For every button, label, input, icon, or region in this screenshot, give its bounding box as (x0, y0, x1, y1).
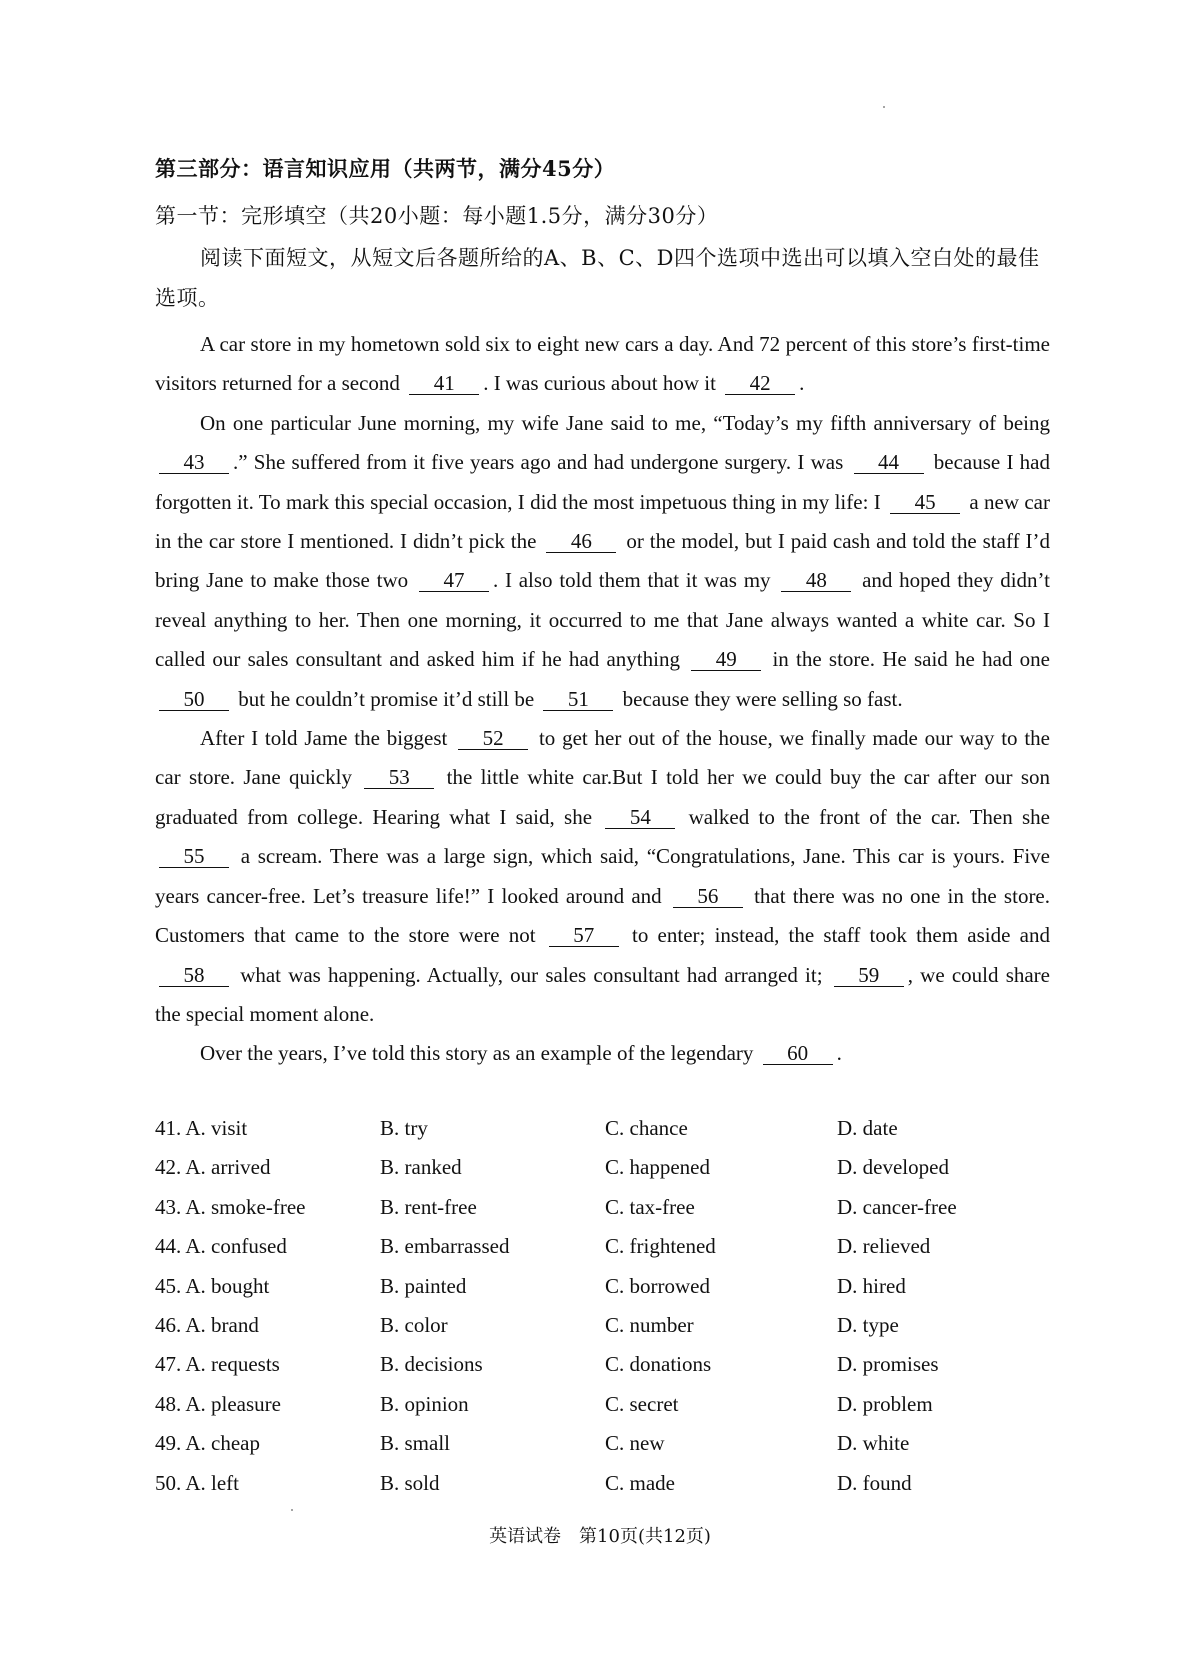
blank-52: 52 (458, 727, 528, 750)
passage-text: A car store in my hometown sold six to eight new cars a day. And 72 percent of this store’s first-time visitors returned for a second (155, 332, 1050, 396)
instruction-text: 阅读下面短文，从短文后各题所给的A、B、C、D四个选项中选出可以填入空白处的最佳选项。 (155, 246, 1040, 310)
passage-text: .” She suffered from it five years ago and had undergone surgery. I was (233, 450, 850, 475)
section-subheading: 第一节：完形填空（共20小题：每小题1.5分，满分30分） (155, 204, 719, 228)
option-d: D. found (837, 1470, 912, 1495)
blank-55: 55 (159, 845, 229, 868)
passage-text: a scream. There was a large sign, which said, “Congratulations, Jane. This car is yours. Five years cancer-free. Let’s treasure life!” I looked around and (155, 844, 1050, 908)
option-b: B. embarrassed (380, 1234, 510, 1259)
option-d: D. developed (837, 1155, 949, 1180)
page-footer: 英语试卷 第10页(共12页) (489, 1526, 711, 1547)
blank-56: 56 (673, 885, 743, 908)
option-a: 42. A. arrived (155, 1155, 271, 1180)
option-row-48 (155, 1392, 1050, 1431)
passage-text: . I also told them that it was my (492, 568, 778, 593)
option-a: 44. A. confused (155, 1234, 287, 1259)
option-b: B. decisions (380, 1352, 483, 1377)
option-d: D. problem (837, 1391, 933, 1416)
option-row-43 (155, 1195, 1050, 1234)
option-d: D. relieved (837, 1234, 931, 1259)
option-a: 46. A. brand (155, 1312, 259, 1337)
option-d: D. cancer-free (837, 1194, 957, 1219)
passage-text: . (836, 1041, 842, 1066)
option-c: C. number (605, 1312, 694, 1337)
passage-text: but he couldn’t promise it’d still be (233, 686, 540, 711)
blank-57: 57 (549, 924, 619, 947)
passage-text: On one particular June morning, my wife Jane said to me, “Today’s my fifth anniversary of being (200, 410, 1050, 435)
blank-58: 58 (159, 964, 229, 987)
option-row-49 (155, 1431, 1050, 1470)
option-d: D. white (837, 1431, 910, 1456)
option-row-44 (155, 1234, 1050, 1273)
option-c: C. made (605, 1470, 675, 1495)
scan-speck (883, 106, 885, 108)
option-c: C. chance (605, 1116, 688, 1140)
option-a: 49. A. cheap (155, 1431, 260, 1456)
option-a: 48. A. pleasure (155, 1391, 281, 1416)
blank-48: 48 (781, 569, 851, 592)
passage-paragraph (155, 1034, 1050, 1073)
option-c: C. borrowed (605, 1273, 710, 1298)
passage-text: to get her out of the house, we finally made our way to the car store. Jane quickly (155, 726, 1050, 790)
option-d: D. hired (837, 1273, 906, 1298)
blank-47: 47 (419, 569, 489, 592)
answer-options (155, 1116, 1050, 1510)
option-row-46 (155, 1313, 1050, 1352)
option-b: B. painted (380, 1273, 467, 1298)
blank-60: 60 (763, 1042, 833, 1065)
option-a: 47. A. requests (155, 1352, 280, 1377)
option-c: C. new (605, 1431, 665, 1456)
passage-paragraph (155, 325, 1050, 404)
blank-41: 41 (409, 372, 479, 395)
passage-text: the little white car.But I told her we could buy the car after our son graduated from college. Hearing what I said, she (155, 765, 1050, 829)
option-b: B. ranked (380, 1155, 462, 1180)
blank-43: 43 (159, 451, 229, 474)
blank-44: 44 (854, 451, 924, 474)
option-row-47 (155, 1352, 1050, 1391)
passage-text: Over the years, I’ve told this story as an example of the legendary (200, 1041, 759, 1066)
blank-54: 54 (605, 806, 675, 829)
option-c: C. frightened (605, 1234, 716, 1259)
option-d: D. promises (837, 1352, 939, 1377)
passage-paragraph (155, 404, 1050, 719)
option-b: B. try (380, 1116, 428, 1140)
option-d: D. type (837, 1312, 899, 1337)
option-c: C. happened (605, 1155, 710, 1180)
passage-text: in the store. He said he had one (765, 647, 1050, 672)
passage-text: walked to the front of the car. Then she (679, 804, 1051, 829)
passage-text: or the model, but I paid cash and told the staff I’d bring Jane to make those two (155, 529, 1050, 593)
blank-51: 51 (543, 688, 613, 711)
option-c: C. secret (605, 1391, 679, 1416)
option-a: 41. A. visit (155, 1116, 248, 1140)
option-a: 45. A. bought (155, 1273, 270, 1298)
passage-text: . (799, 371, 805, 396)
option-row-45 (155, 1274, 1050, 1313)
blank-59: 59 (834, 964, 904, 987)
option-b: B. sold (380, 1470, 440, 1495)
passage-text: to enter; instead, the staff took them aside and (622, 923, 1050, 948)
option-d: D. date (837, 1116, 898, 1140)
option-b: B. rent-free (380, 1194, 477, 1219)
blank-50: 50 (159, 688, 229, 711)
passage-text: because they were selling so fast. (617, 686, 903, 711)
passage-text: . I was curious about how it (483, 371, 722, 396)
blank-53: 53 (364, 766, 434, 789)
option-row-42 (155, 1155, 1050, 1194)
option-c: C. donations (605, 1352, 712, 1377)
passage-paragraph (155, 719, 1050, 1034)
passage-text: because I had forgotten it. To mark this special occasion, I did the most impetuous thing in my life: I (155, 450, 1050, 514)
section-heading: 第三部分：语言知识应用（共两节，满分45分） (155, 156, 616, 181)
passage-text: what was happening. Actually, our sales consultant had arranged it; (233, 962, 830, 987)
option-row-41 (155, 1116, 1050, 1155)
blank-46: 46 (546, 530, 616, 553)
passage-text: , we could share the special moment alone. (155, 962, 1050, 1026)
cloze-passage (155, 325, 1050, 1074)
blank-45: 45 (890, 491, 960, 514)
passage-text: that there was no one in the store. Customers that came to the store were not (155, 883, 1051, 948)
option-a: 43. A. smoke-free (155, 1194, 306, 1219)
blank-49: 49 (691, 648, 761, 671)
option-a: 50. A. left (155, 1470, 239, 1495)
passage-text: After I told Jame the biggest (200, 726, 455, 751)
blank-42: 42 (725, 372, 795, 395)
option-row-50 (155, 1471, 1050, 1510)
option-b: B. small (380, 1431, 451, 1456)
option-c: C. tax-free (605, 1194, 695, 1219)
passage-text: a new car in the car store I mentioned. I didn’t pick the (155, 489, 1050, 554)
option-b: B. color (380, 1312, 448, 1337)
passage-text: and hoped they didn’t reveal anything to her. Then one morning, it occurred to me that Jane always wanted a white car. So I called our sales consultant and asked him if he had anything (155, 568, 1050, 672)
option-b: B. opinion (380, 1391, 469, 1416)
